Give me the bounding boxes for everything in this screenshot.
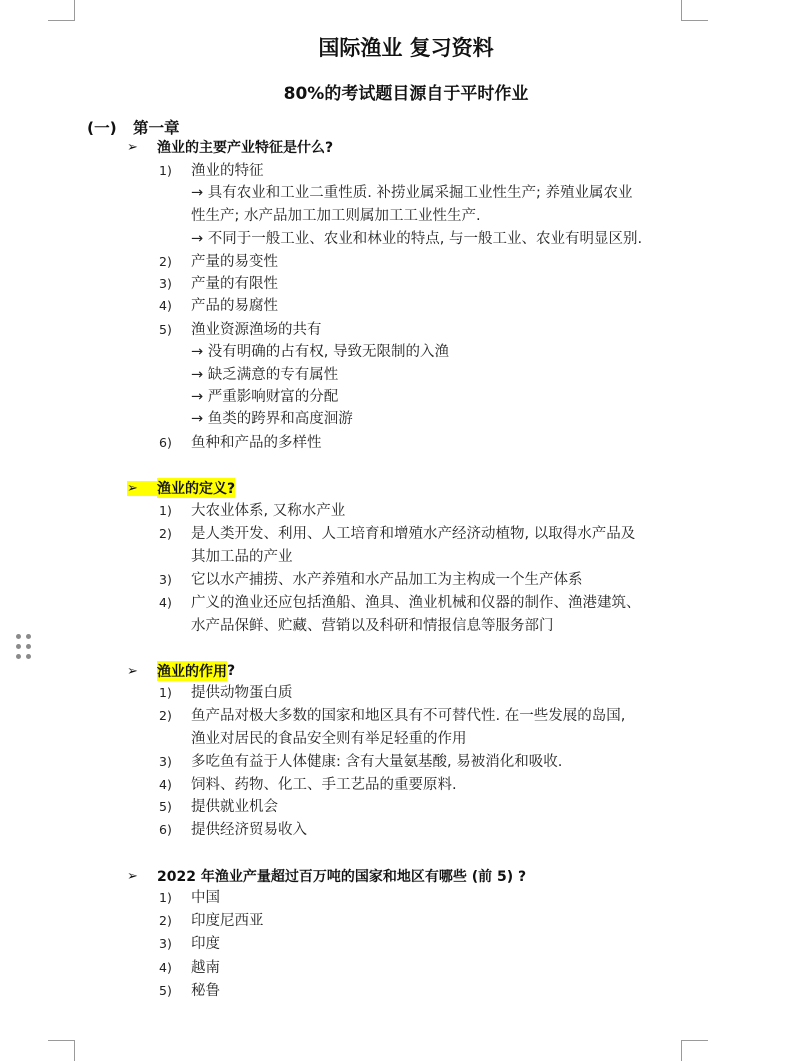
document-title: 国际渔业 复习资料 [318, 36, 494, 60]
list-item: 4) 越南 [159, 960, 220, 976]
list-item: 3) 它以水产捕捞、水产养殖和水产品加工为主构成一个生产体系 [159, 572, 583, 588]
list-item: 4) 广义的渔业还应包括渔船、渔具、渔业机械和仪器的制作、渔港建筑、 [159, 595, 641, 611]
list-item-continuation: 性生产; 水产品加工加工则属加工工业性生产. [191, 208, 481, 224]
bullet-arrow-icon: ➢ [127, 139, 138, 155]
list-item: 2) 是人类开发、利用、人工培育和增殖水产经济动植物, 以取得水产品及 [159, 526, 636, 542]
list-item-continuation: → 缺乏满意的专有属性 [191, 367, 339, 383]
list-item: 5) 渔业资源渔场的共有 [159, 322, 322, 338]
question-heading [127, 661, 235, 681]
chapter-number: (一) [87, 119, 117, 137]
question-text-tail: ? [227, 663, 236, 679]
list-item: 4) 饲料、药物、化工、手工艺品的重要原料. [159, 777, 457, 793]
list-item: 1) 提供动物蛋白质 [159, 685, 293, 701]
list-item: 2) 鱼产品对极大多数的国家和地区具有不可替代性. 在一些发展的岛国, [159, 708, 626, 724]
list-item: 5) 提供就业机会 [159, 799, 278, 815]
document-subtitle: 80%的考试题目源自于平时作业 [283, 84, 529, 104]
page-corner-mark [681, 1040, 708, 1061]
question-heading [127, 137, 333, 157]
question-text: 渔业的定义? [157, 478, 235, 498]
chapter-title: 第一章 [133, 119, 180, 137]
drag-handle-icon[interactable] [14, 632, 34, 662]
list-item-continuation: 水产品保鲜、贮藏、营销以及科研和情报信息等服务部门 [191, 618, 554, 634]
list-item: 3) 多吃鱼有益于人体健康: 含有大量氨基酸, 易被消化和吸收. [159, 754, 563, 770]
list-item-continuation: → 具有农业和工业二重性质. 补捞业属采掘工业性生产; 养殖业属农业 [191, 185, 633, 201]
page-corner-mark [48, 0, 75, 21]
list-item: 1) 渔业的特征 [159, 163, 264, 179]
list-item: 2) 产量的易变性 [159, 254, 278, 270]
page-corner-mark [48, 1040, 75, 1061]
list-item-continuation: 其加工品的产业 [191, 549, 293, 565]
page-corner-mark [681, 0, 708, 21]
list-item-continuation: → 不同于一般工业、农业和林业的特点, 与一般工业、农业有明显区别. [191, 231, 643, 247]
list-item: 1) 大农业体系, 又称水产业 [159, 503, 346, 519]
list-item-continuation: → 没有明确的占有权, 导致无限制的入渔 [191, 344, 449, 360]
chapter-heading [87, 116, 180, 138]
list-item-continuation: → 严重影响财富的分配 [191, 389, 339, 405]
question-text: 2022 年渔业产量超过百万吨的国家和地区有哪些 (前 5) ? [157, 869, 527, 885]
bullet-arrow-icon: ➢ [127, 481, 157, 496]
list-item: 3) 印度 [159, 936, 220, 952]
question-text: 渔业的作用 [157, 661, 227, 681]
question-text: 渔业的主要产业特征是什么? [157, 140, 334, 156]
list-item-continuation: → 鱼类的跨界和高度洄游 [191, 411, 353, 427]
question-heading [127, 866, 526, 886]
list-item: 4) 产品的易腐性 [159, 298, 278, 314]
list-item: 1) 中国 [159, 890, 220, 906]
list-item: 6) 鱼种和产品的多样性 [159, 435, 322, 451]
list-item: 3) 产量的有限性 [159, 276, 278, 292]
bullet-arrow-icon: ➢ [127, 868, 138, 884]
list-item: 2) 印度尼西亚 [159, 913, 264, 929]
bullet-arrow-icon: ➢ [127, 663, 138, 679]
list-item-continuation: 渔业对居民的食品安全则有举足轻重的作用 [191, 731, 467, 747]
list-item: 6) 提供经济贸易收入 [159, 822, 307, 838]
list-item: 5) 秘鲁 [159, 983, 220, 999]
question-heading [127, 478, 235, 498]
